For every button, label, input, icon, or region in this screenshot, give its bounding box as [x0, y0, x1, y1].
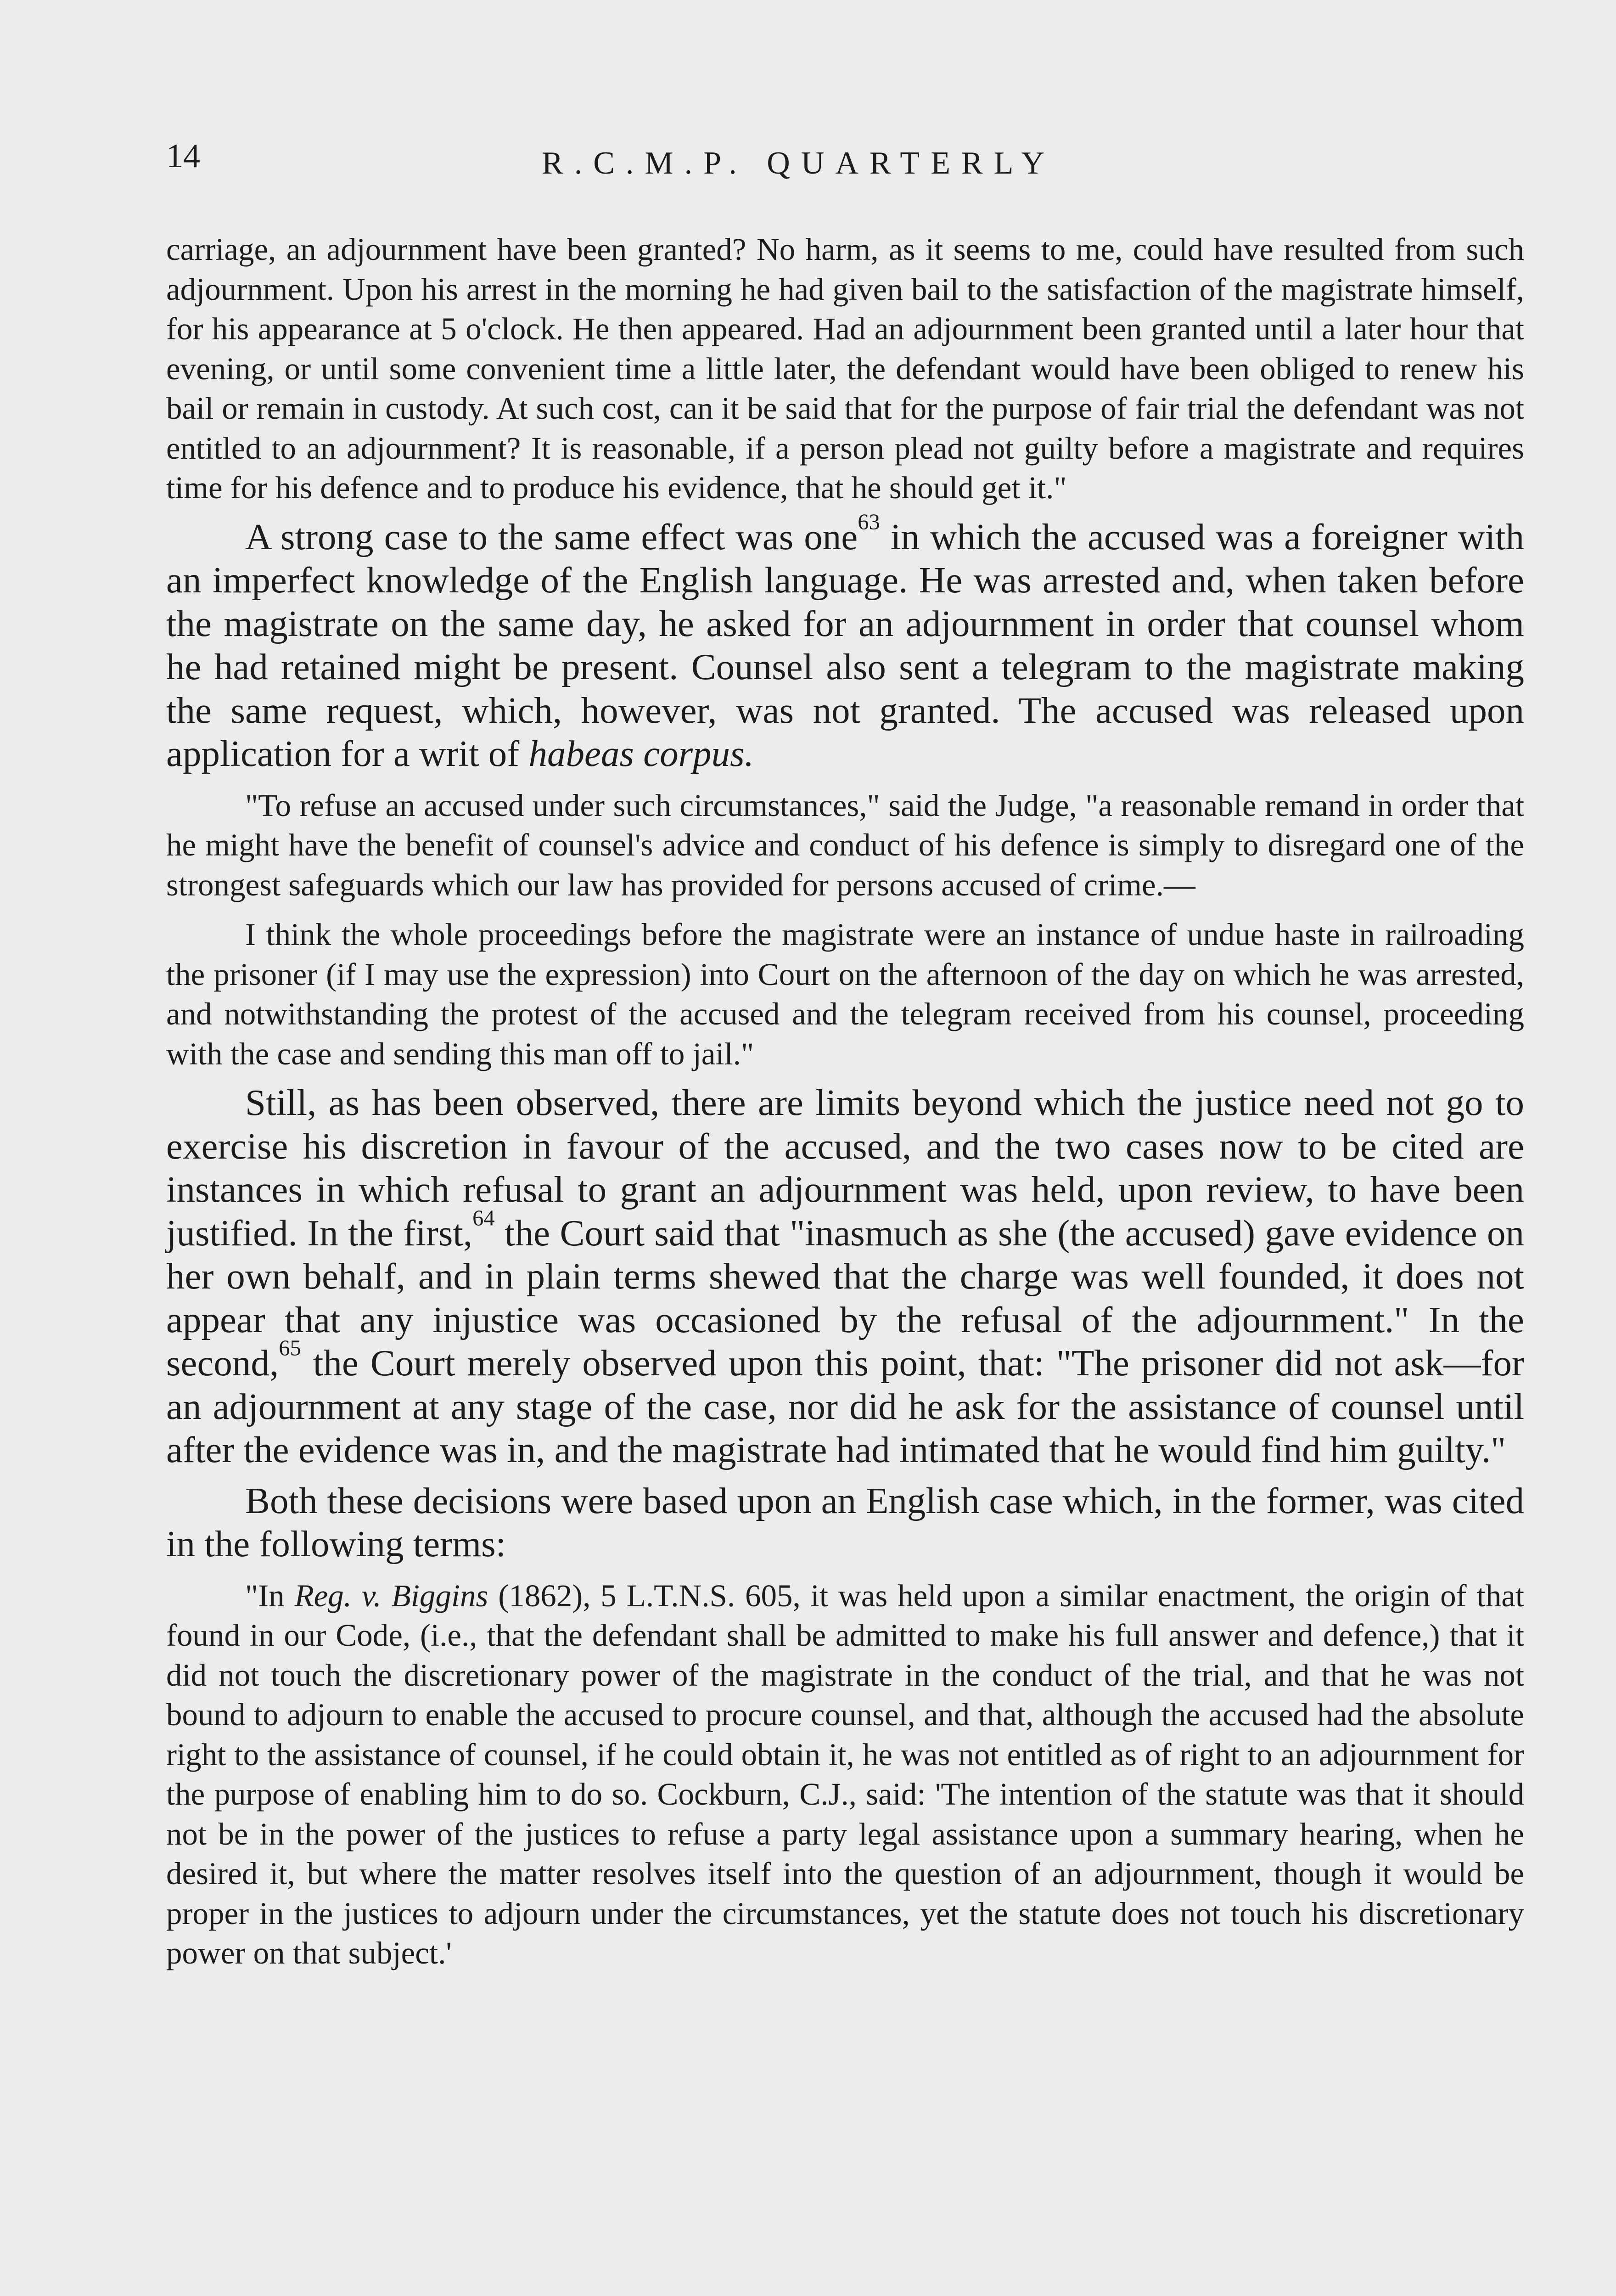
footnote-ref-64[interactable]: 64	[472, 1205, 495, 1230]
running-head: R.C.M.P. QUARTERLY	[542, 146, 1055, 181]
paragraph-text: "In	[245, 1578, 295, 1613]
paragraph-strong-case	[166, 509, 1524, 776]
paragraph-text: (1862), 5 L.T.N.S. 605, it was held upon a similar enactment, the origin of that found in our Code, (i.e., that the defendant shall be admitted to make his full answer and defence,) that it did not touch the discretionary power of the magistrate in the conduct of the trial, and that he was not bound to adjourn to enable the accused to procure counsel, and that, although the accused had the absolute right to the assistance of counsel, if he could obtain it, he was not entitled as of right to an adjournment for the purpose of enabling him to do so. Cockburn, C.J., said: 'The intention of the statute was that it should not be in the power of the justices to refuse a party legal assistance upon a summary hearing, when he desired it, but where the matter resolves itself into the question of an adjournment, though it would be proper in the justices to adjourn under the circumstances, yet the statute does not touch his discretionary power on that subject.'	[166, 1578, 1524, 1970]
paragraph-text: the Court said that "inasmuch as she (the accused) gave evidence on her own behalf, and in plain terms shewed that the charge was well founded, it does not appear that any injustice was occasioned by the refusal of the adjournment." In the second,	[166, 1212, 1524, 1384]
paragraph-judge-quote: "To refuse an accused under such circumstances," said the Judge, "a reasonable remand in order that he might have the benefit of counsel's advice and conduct of his defence is simply to disregard one of the strongest safeguards which our law has provided for persons accused of crime.—	[166, 788, 1524, 902]
page-number: 14	[166, 137, 200, 175]
footnote-ref-65[interactable]: 65	[279, 1335, 301, 1361]
paragraph-text: A strong case to the same effect was one	[245, 516, 858, 557]
footnote-ref-63[interactable]: 63	[858, 509, 880, 534]
paragraph-undue-haste: I think the whole proceedings before the magistrate were an instance of undue haste in railroading the prisoner (if I may use the expression) into Court on the afternoon of the day on which he was arrested, and notwithstanding the protest of the accused and the telegram received from his counsel, proceeding with the case and sending this man off to jail."	[166, 917, 1524, 1071]
paragraph-both-decisions: Both these decisions were based upon an English case which, in the former, was cited in the following terms:	[166, 1480, 1524, 1564]
paragraph-limits	[166, 1081, 1524, 1472]
paragraph-biggins-quote	[166, 1576, 1524, 1973]
paragraph-text: in which the accused was a foreigner with an imperfect knowledge of the English language. He was arrested and, when taken before the magistrate on the same day, he asked for an adjournment in order that counsel whom he had retained might be present. Counsel also sent a telegram to the magistrate making the same request, which, however, was not granted. The accused was released upon application for a writ of	[166, 516, 1524, 774]
body-text	[166, 230, 1524, 1973]
paragraph-text: Still, as has been observed, there are limits beyond which the justice need not go to exercise his discretion in favour of the accused, and the two cases now to be cited are instances in which refusal to grant an adjournment was held, upon review, to have been justified. In the first,	[166, 1082, 1524, 1254]
paragraph-text: the Court merely observed upon this point, that: "The prisoner did not ask—for an adjournment at any stage of the case, nor did he ask for the assistance of counsel until after the evidence was in, and the magistrate had intimated that he would find him guilty."	[166, 1342, 1524, 1470]
italic-term: habeas corpus.	[528, 733, 754, 774]
case-name: Reg. v. Biggins	[294, 1578, 488, 1613]
paragraph-continued-quote: carriage, an adjournment have been granted? No harm, as it seems to me, could have resulted from such adjournment. Upon his arrest in the morning he had given bail to the satisfaction of the magistrate himself, for his appearance at 5 o'clock. He then appeared. Had an adjournment been granted until a later hour that evening, or until some convenient time a little later, the defendant would have been obliged to renew his bail or remain in custody. At such cost, can it be said that for the purpose of fair trial the defendant was not entitled to an adjournment? It is reasonable, if a person plead not guilty before a magistrate and requires time for his defence and to produce his evidence, that he should get it."	[166, 232, 1524, 505]
